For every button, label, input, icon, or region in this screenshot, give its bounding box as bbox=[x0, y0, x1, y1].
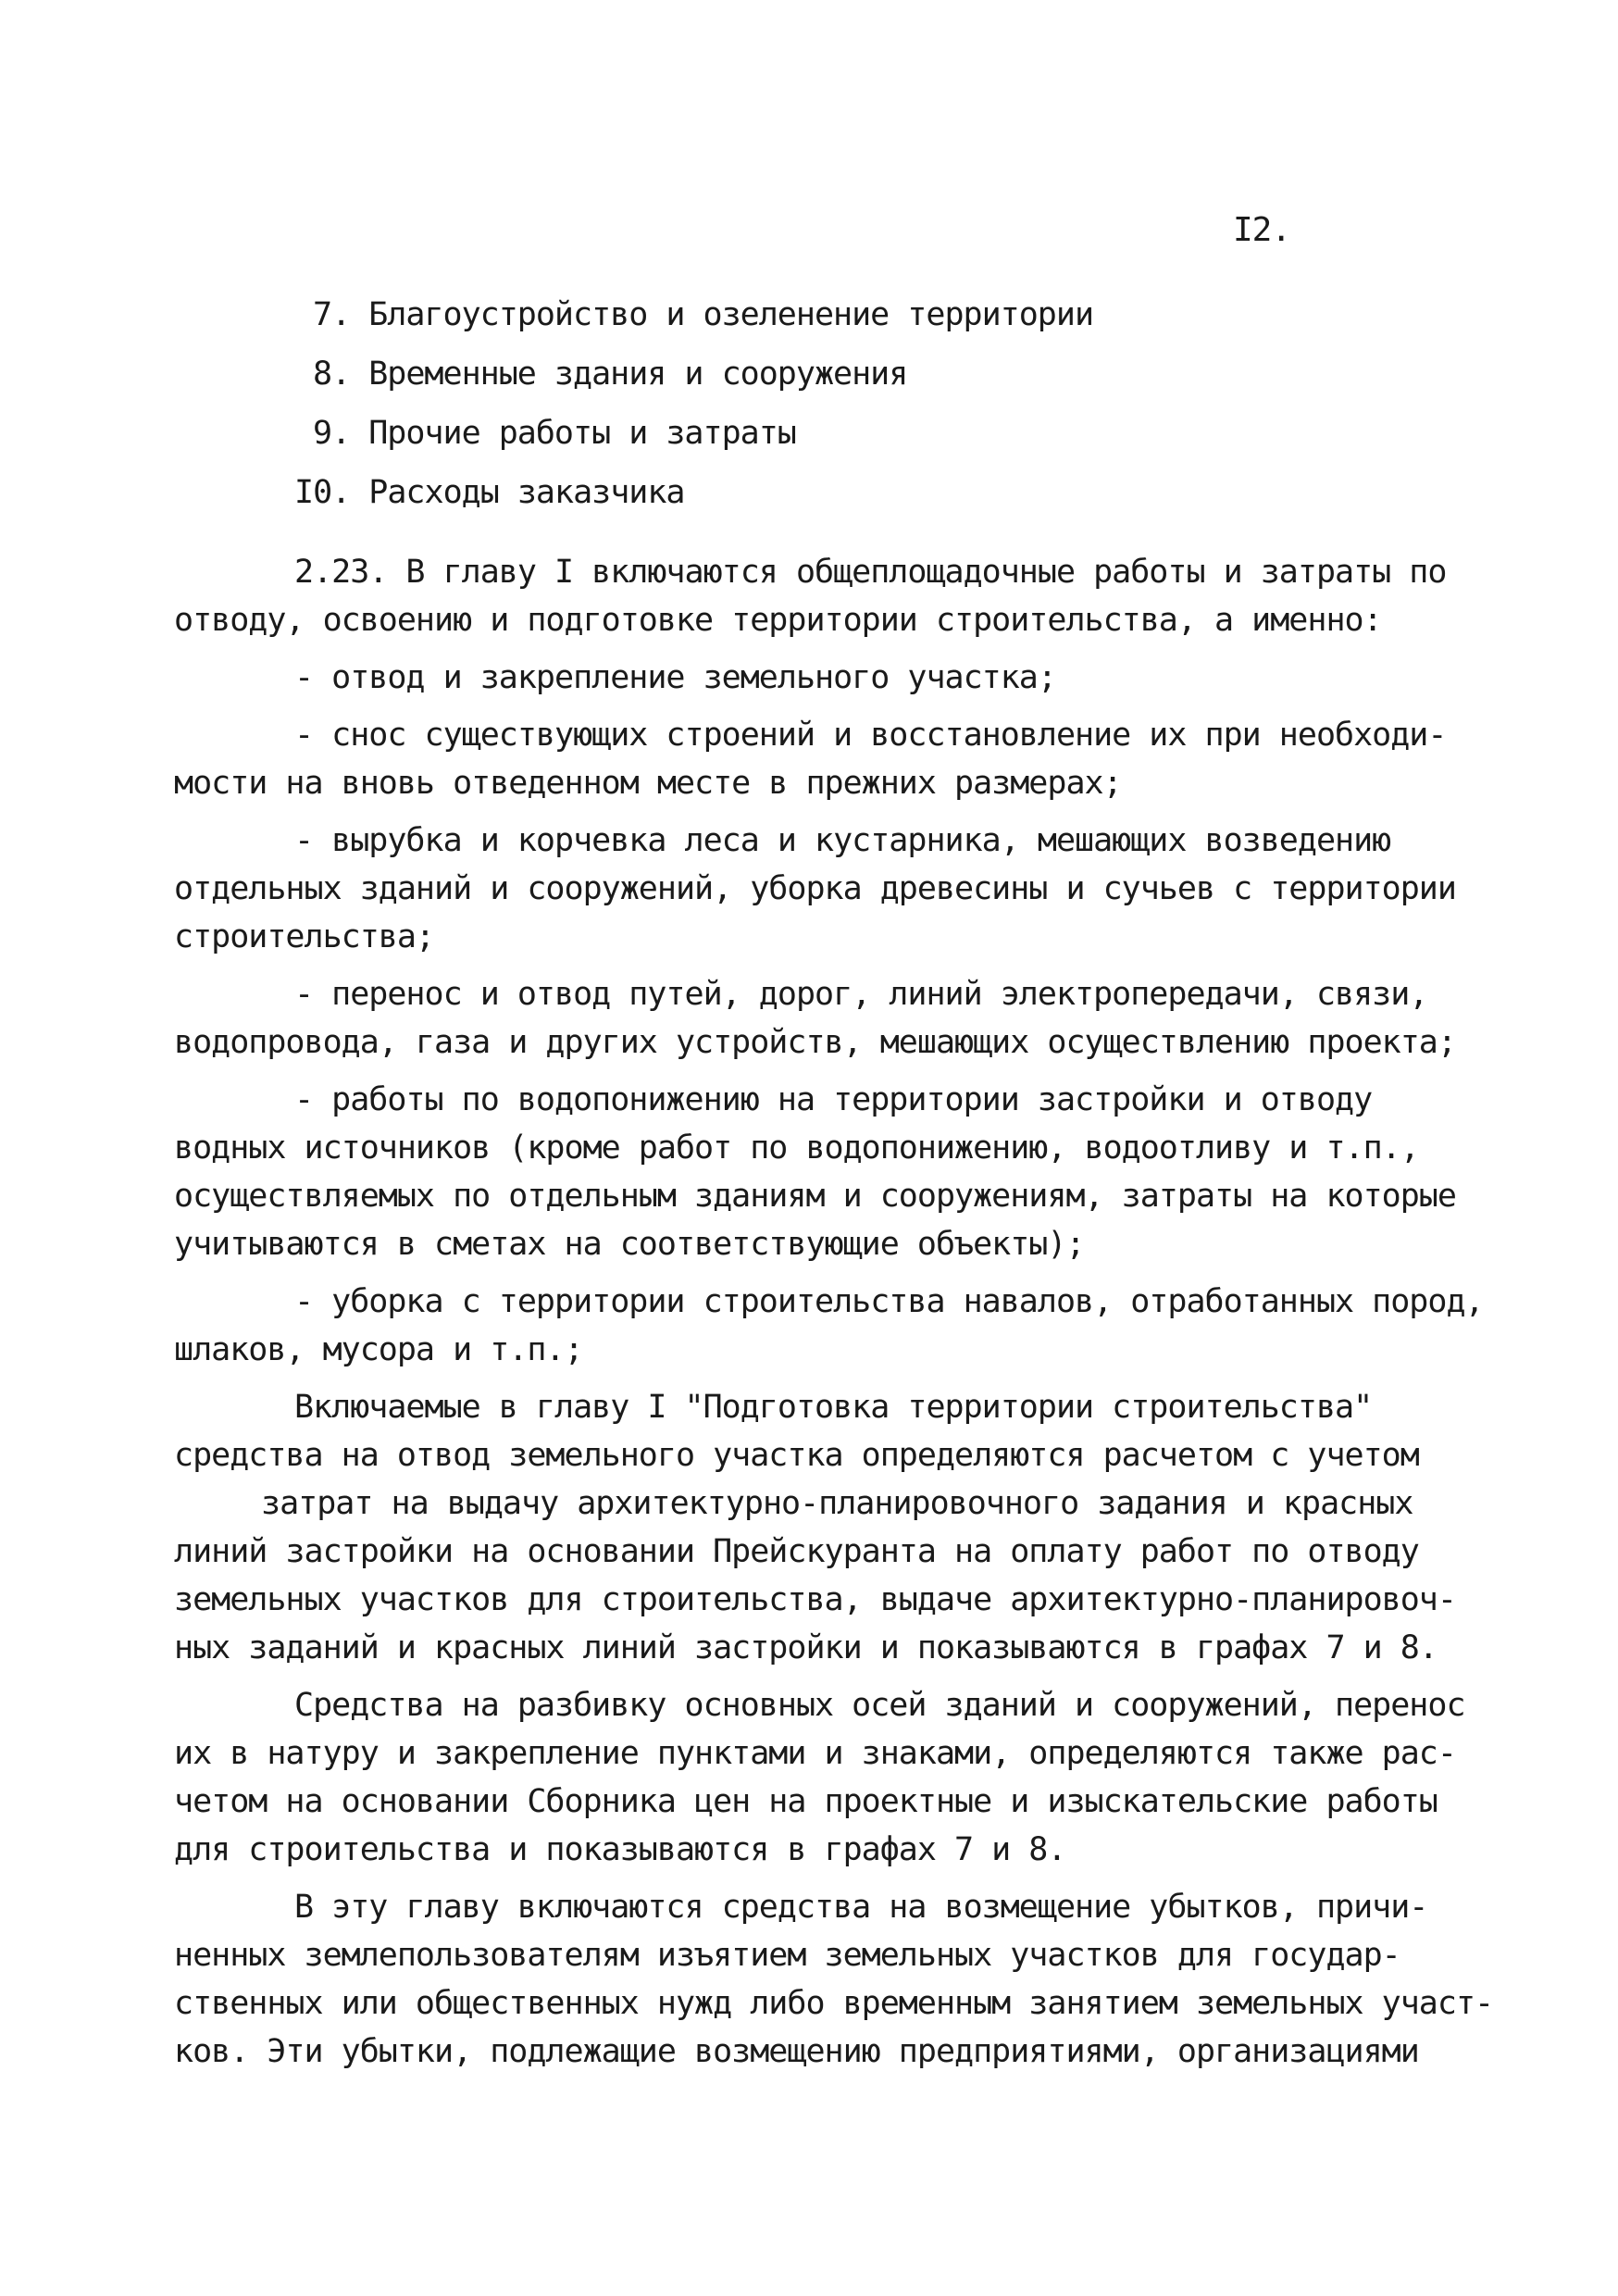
text-line: их в натуру и закрепление пунктами и знаками, определяются также рас- bbox=[174, 1735, 1456, 1772]
text-line: отдельных зданий и сооружений, уборка древесины и сучьев с территории bbox=[174, 870, 1456, 907]
text-line: осуществляемых по отдельным зданиям и сооружениям, затраты на которые bbox=[174, 1178, 1456, 1215]
text-line: для строительства и показываются в графах 7 и 8. bbox=[174, 1831, 1066, 1868]
text-line: средства на отвод земельного участка определяются расчетом с учетом bbox=[174, 1437, 1419, 1474]
text-line: затрат на выдачу архитектурно-планировочного задания и красных bbox=[261, 1485, 1413, 1522]
text-line: линий застройки на основании Прейскуранта на оплату работ по отводу bbox=[174, 1533, 1419, 1570]
text-line: строительства; bbox=[174, 918, 435, 955]
text-line: - работы по водопонижению на территории застройки и отводу bbox=[294, 1081, 1373, 1118]
text-line: - снос существующих строений и восстановление их при необходи- bbox=[294, 717, 1447, 754]
text-line: - уборка с территории строительства навалов, отработанных пород, bbox=[294, 1283, 1484, 1320]
text-line: ненных землепользователям изъятием земельных участков для государ- bbox=[174, 1937, 1400, 1974]
text-line: учитываются в сметах на соответствующие объекты); bbox=[174, 1226, 1085, 1263]
text-line: ных заданий и красных линий застройки и показываются в графах 7 и 8. bbox=[174, 1629, 1438, 1666]
text-line: мости на вновь отведенном месте в прежних размерах; bbox=[174, 765, 1122, 802]
text-line: ков. Эти убытки, подлежащие возмещению предприятиями, организациями bbox=[174, 2033, 1419, 2070]
text-line: - отвод и закрепление земельного участка; bbox=[294, 659, 1056, 696]
page-number: I2. bbox=[1233, 211, 1291, 249]
text-line: Включаемые в главу I "Подготовка территории строительства" bbox=[294, 1389, 1373, 1426]
text-line: 2.23. В главу I включаются общеплощадочные работы и затраты по bbox=[294, 554, 1447, 591]
text-line: шлаков, мусора и т.п.; bbox=[174, 1331, 583, 1368]
list-item-8: 8. Временные здания и сооружения bbox=[313, 356, 908, 393]
list-item-9: 9. Прочие работы и затраты bbox=[313, 415, 796, 452]
list-item-10: I0. Расходы заказчика bbox=[294, 474, 685, 511]
text-line: - вырубка и корчевка леса и кустарника, мешающих возведению bbox=[294, 822, 1391, 859]
text-line: четом на основании Сборника цен на проектные и изыскательские работы bbox=[174, 1783, 1438, 1820]
text-line: Средства на разбивку основных осей зданий и сооружений, перенос bbox=[294, 1687, 1465, 1724]
text-line: водопровода, газа и других устройств, мешающих осуществлению проекта; bbox=[174, 1024, 1456, 1061]
text-line: водных источников (кроме работ по водопонижению, водоотливу и т.п., bbox=[174, 1129, 1419, 1167]
text-line: - перенос и отвод путей, дорог, линий электропередачи, связи, bbox=[294, 976, 1428, 1013]
text-line: отводу, освоению и подготовке территории строительства, а именно: bbox=[174, 602, 1382, 639]
text-line: В эту главу включаются средства на возмещение убытков, причи- bbox=[294, 1889, 1428, 1926]
text-line: земельных участков для строительства, выдаче архитектурно-планировоч- bbox=[174, 1581, 1456, 1618]
list-item-7: 7. Благоустройство и озеленение территории bbox=[313, 296, 1094, 333]
text-line: ственных или общественных нужд либо временным занятием земельных участ- bbox=[174, 1985, 1494, 2022]
